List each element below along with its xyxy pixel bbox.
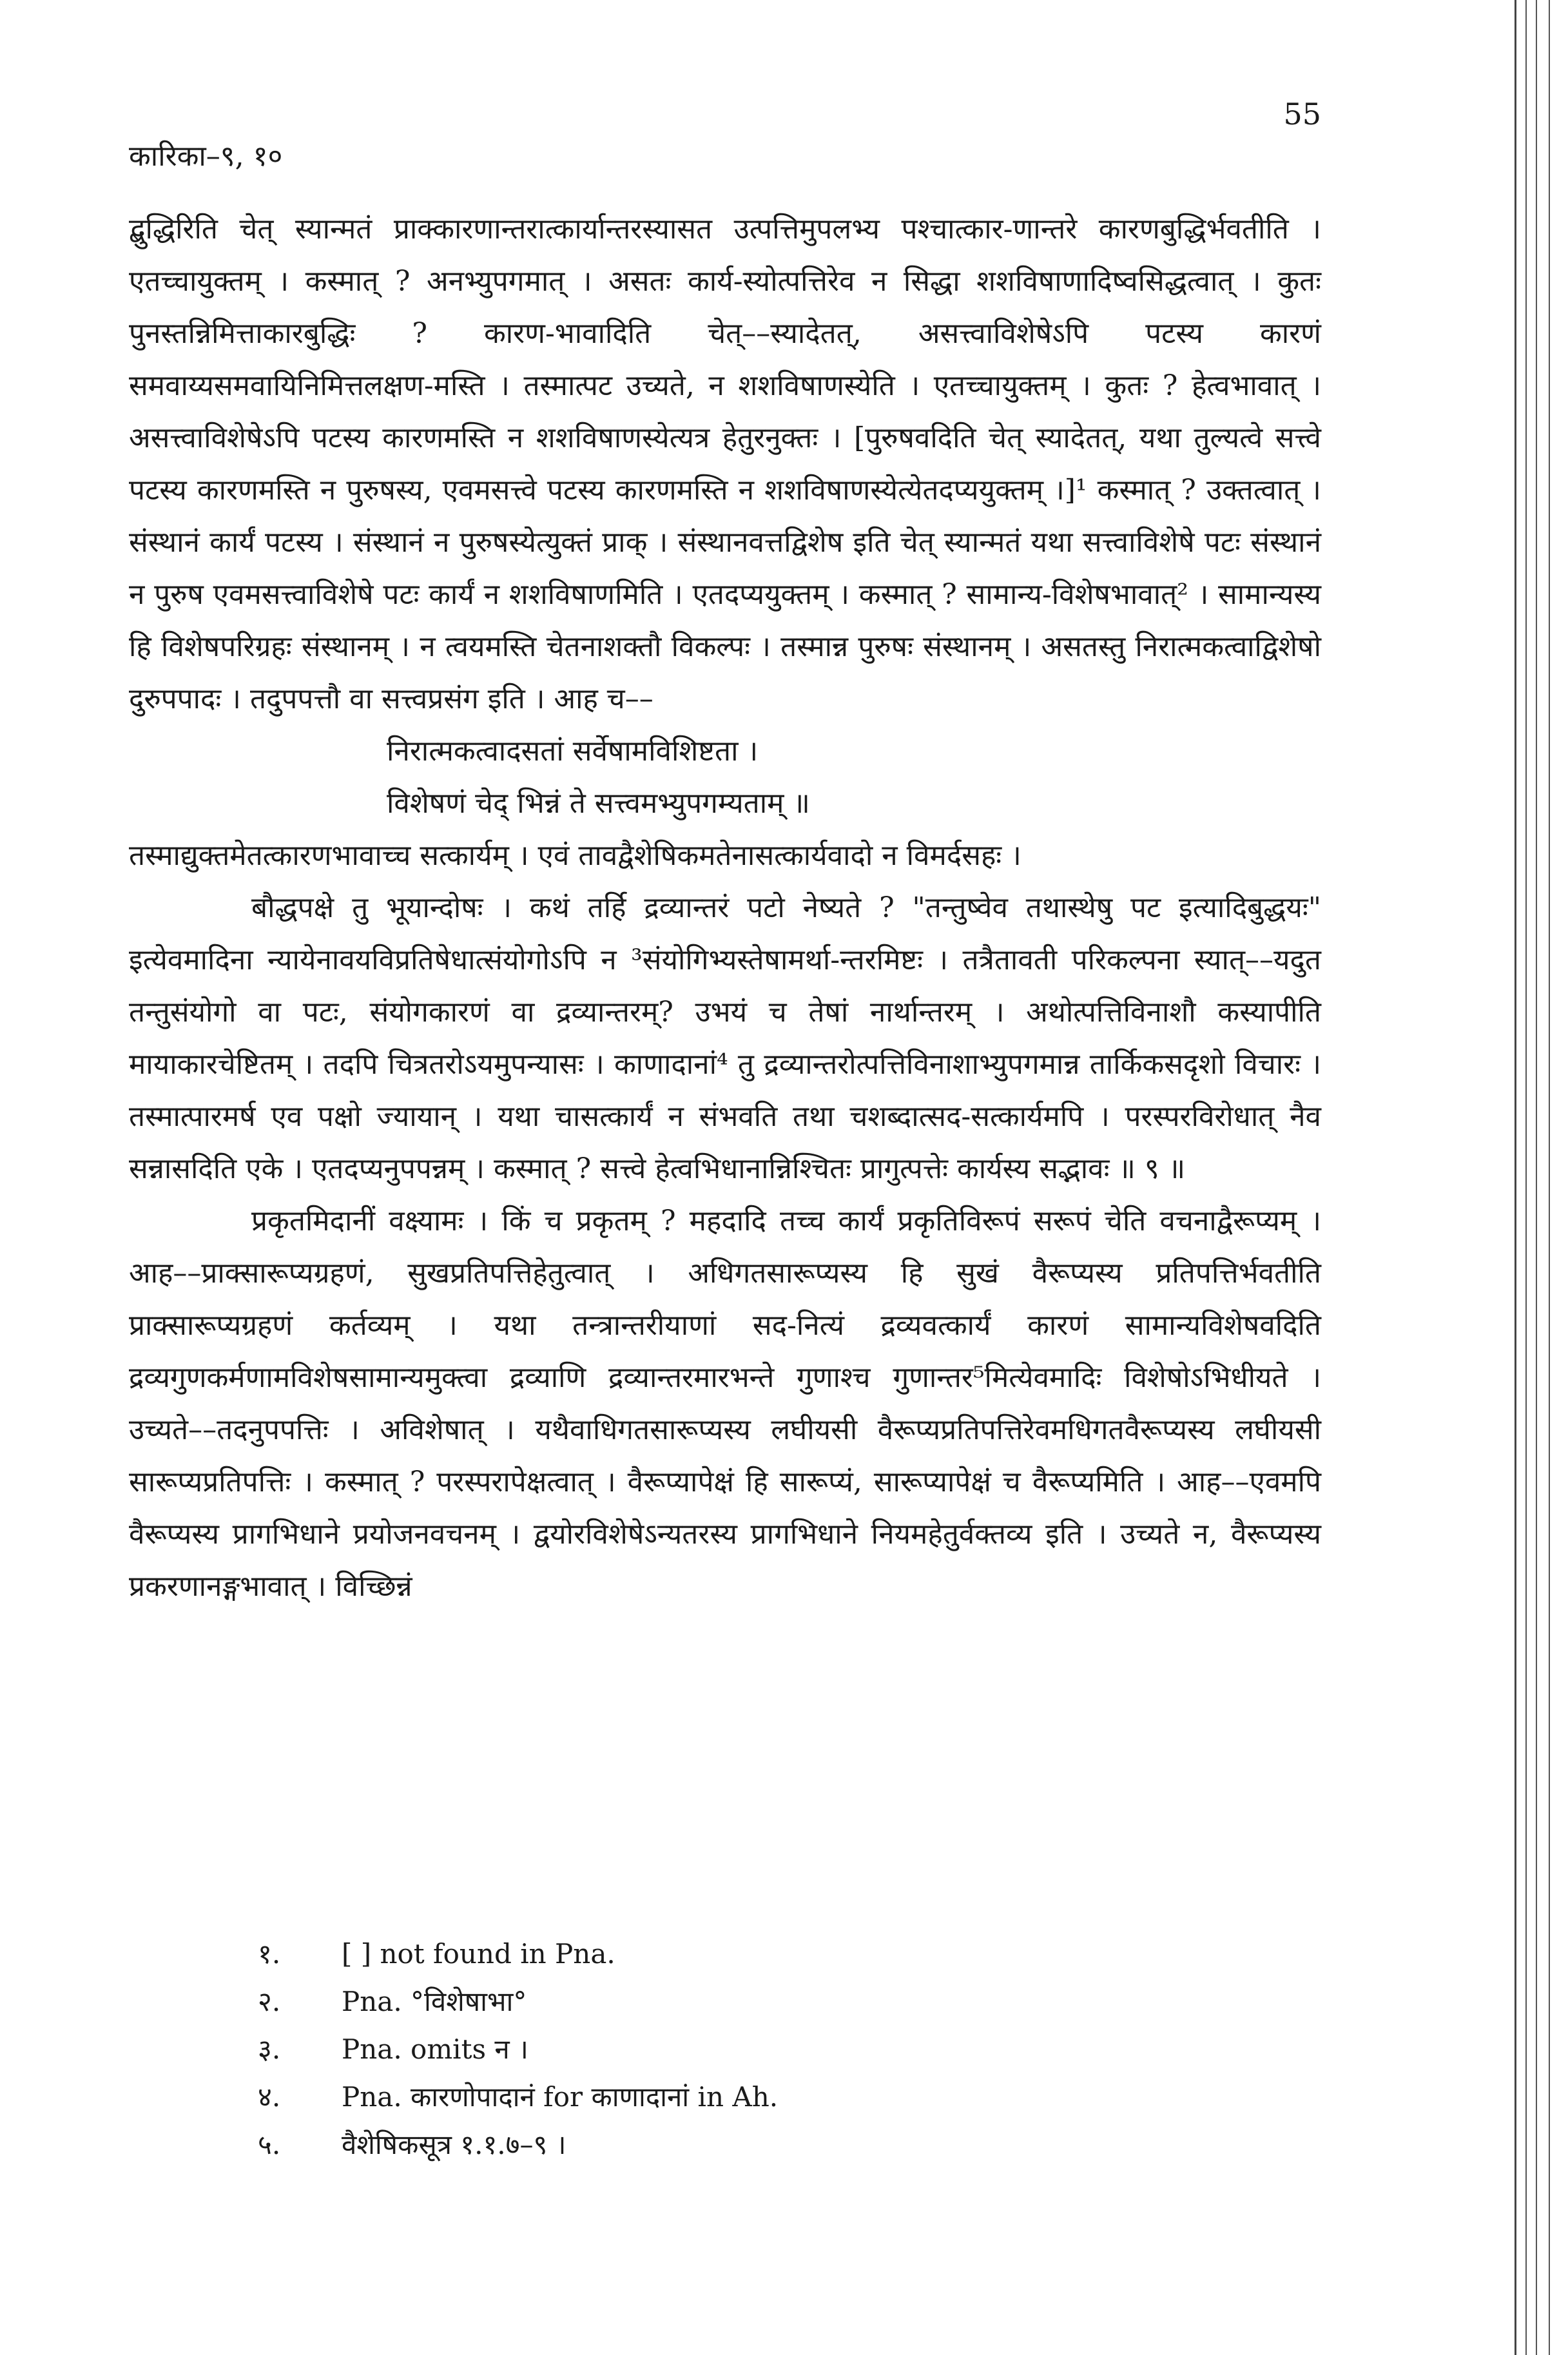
footnote-text: वैशेषिकसूत्र १.१.७–९ । bbox=[342, 2129, 566, 2160]
footnote-number: १. bbox=[258, 1938, 281, 1970]
footnote bbox=[258, 2121, 1224, 2169]
running-head: कारिका–९, १० bbox=[129, 140, 283, 173]
footnote bbox=[258, 1978, 1224, 2026]
verse-line-2: विशेषणं चेद् भिन्नं ते सत्त्वमभ्युपगम्यताम् ॥ bbox=[387, 787, 810, 820]
paragraph-1: द्बुद्धिरिति चेत् स्यान्मतं प्राक्कारणान्तरात्कार्यान्तरस्यासत उत्पत्तिमुपलभ्य पश्चात्कार-णान्तरे कारणबुद्धिर्भवतीति । एतच्चायुक्तम् । कस्मात् ? अनभ्युपगमात् । असतः कार्य-स्योत्पत्तिरेव न सिद्धा शशविषाणादिष्वसिद्धत्वात् । कुतः पुनस्तन्निमित्ताकारबुद्धिः ? कारण-भावादिति चेत्––स्यादेतत्, असत्त्वाविशेषेऽपि पटस्य कारणं समवाय्यसमवायिनिमित्तलक्षण-मस्ति । तस्मात्पट उच्यते, न शशविषाणस्येति । एतच्चायुक्तम् । कुतः ? हेत्वभावात् । असत्त्वाविशेषेऽपि पटस्य कारणमस्ति न शशविषाणस्येत्यत्र हेतुरनुक्तः । [पुरुषवदिति चेत् स्यादेतत्, यथा तुल्यत्वे सत्त्वे पटस्य कारणमस्ति न पुरुषस्य, एवमसत्त्वे पटस्य कारणमस्ति न शशविषाणस्येत्येतदप्ययुक्तम् ।]¹ कस्मात् ? उक्तत्वात् । संस्थानं कार्यं पटस्य । संस्थानं न पुरुषस्येत्युक्तं प्राक् । संस्थानवत्तद्विशेष इति चेत् स्यान्मतं यथा सत्त्वाविशेषे पटः संस्थानं न पुरुष एवमसत्त्वाविशेषे पटः कार्यं न शशविषाणमिति । एतदप्ययुक्तम् । कस्मात् ? सामान्य-विशेषभावात्² । सामान्यस्य हि विशेषपरिग्रहः संस्थानम् । न त्वयमस्ति चेतनाशक्तौ विकल्पः । तस्मान्न पुरुषः संस्थानम् । असतस्तु निरात्मकत्वाद्विशेषो दुरुपपादः । तदुपपत्तौ वा सत्त्वप्रसंग इति । आह च–– bbox=[129, 213, 1321, 715]
footnote bbox=[258, 2073, 1224, 2121]
verse-line-1: निरात्मकत्वादसतां सर्वेषामविशिष्टता । bbox=[387, 735, 759, 768]
scan-edge-border bbox=[1515, 0, 1568, 2355]
footnote-text: [ ] not found in Pna. bbox=[342, 1938, 615, 1970]
paragraph-4: प्रकृतमिदानीं वक्ष्यामः । किं च प्रकृतम् ? महदादि तच्च कार्यं प्रकृतिविरूपं सरूपं चेति वचनाद्वैरूप्यम् । आह––प्राक्सारूप्यग्रहणं, सुखप्रतिपत्तिहेतुत्वात् । अधिगतसारूप्यस्य हि सुखं वैरूप्यस्य प्रतिपत्तिर्भवतीति प्राक्सारूप्यग्रहणं कर्तव्यम् । यथा तन्त्रान्तरीयाणां सद-नित्यं द्रव्यवत्कार्यं कारणं सामान्यविशेषवदिति द्रव्यगुणकर्मणामविशेषसामान्यमुक्त्वा द्रव्याणि द्रव्यान्तरमारभन्ते गुणाश्च गुणान्तर⁵मित्येवमादिः विशेषोऽभिधीयते । उच्यते––तदनुपपत्तिः । अविशेषात् । यथैवाधिगतसारूप्यस्य लघीयसी वैरूप्यप्रतिपत्तिरेवमधिगतवैरूप्यस्य लघीयसी सारूप्यप्रतिपत्तिः । कस्मात् ? परस्परापेक्षत्वात् । वैरूप्यापेक्षं हि सारूप्यं, सारूप्यापेक्षं च वैरूप्यमिति । आह––एवमपि वैरूप्यस्य प्रागभिधाने प्रयोजनवचनम् । द्वयोरविशेषेऽन्यतरस्य प्रागभिधाने नियमहेतुर्वक्तव्य इति । उच्यते न, वैरूप्यस्य प्रकरणानङ्गभावात् । विच्छिन्नं bbox=[129, 1205, 1321, 1603]
paragraph-2: तस्माद्युक्तमेतत्कारणभावाच्च सत्कार्यम् । एवं तावद्वैशेषिकमतेनासत्कार्यवादो न विमर्दसहः । bbox=[129, 839, 1021, 872]
page-number: 55 bbox=[1283, 97, 1321, 131]
page-header bbox=[129, 97, 1321, 173]
footnote-text: Pna. omits न । bbox=[342, 2033, 528, 2065]
footnote-number: २. bbox=[258, 1986, 281, 2017]
footnote-text: Pna. °विशेषाभा° bbox=[342, 1986, 527, 2017]
footnote-number: ४. bbox=[258, 2081, 281, 2113]
footnote bbox=[258, 1930, 1224, 1978]
footnote-number: ३. bbox=[258, 2033, 281, 2065]
paragraph-3: बौद्धपक्षे तु भूयान्दोषः । कथं तर्हि द्रव्यान्तरं पटो नेष्यते ? "तन्तुष्वेव तथास्थेषु पट इत्यादिबुद्धयः" इत्येवमादिना न्यायेनावयविप्रतिषेधात्संयोगोऽपि न ³संयोगिभ्यस्तेषामर्था-न्तरमिष्टः । तत्रैतावती परिकल्पना स्यात्––यदुत तन्तुसंयोगो वा पटः, संयोगकारणं वा द्रव्यान्तरम्? उभयं च तेषां नार्थान्तरम् । अथोत्पत्तिविनाशौ कस्यापीति मायाकारचेष्टितम् । तदपि चित्रतरोऽयमुपन्यासः । काणादानां⁴ तु द्रव्यान्तरोत्पत्तिविनाशाभ्युपगमान्न तार्किकसदृशो विचारः । तस्मात्पारमर्ष एव पक्षो ज्यायान् । यथा चासत्कार्यं न संभवति तथा चशब्दात्सद-सत्कार्यमपि । परस्परविरोधात् नैव सन्नासदिति एके । एतदप्यनुपपन्नम् । कस्मात् ? सत्त्वे हेत्वभिधानान्निश्चितः प्रागुत्पत्तेः कार्यस्य सद्भावः ॥ ९ ॥ bbox=[129, 891, 1321, 1185]
footnotes bbox=[258, 1930, 1224, 2169]
scan-edge-rule bbox=[1549, 0, 1550, 2355]
footnote-number: ५. bbox=[258, 2129, 281, 2160]
footnote bbox=[258, 2026, 1224, 2073]
footnote-text: Pna. कारणोपादानं for काणादानां in Ah. bbox=[342, 2081, 779, 2113]
main-text bbox=[129, 203, 1321, 1613]
scan-edge-rule bbox=[1525, 0, 1527, 2355]
scan-edge-rule bbox=[1536, 0, 1537, 2355]
